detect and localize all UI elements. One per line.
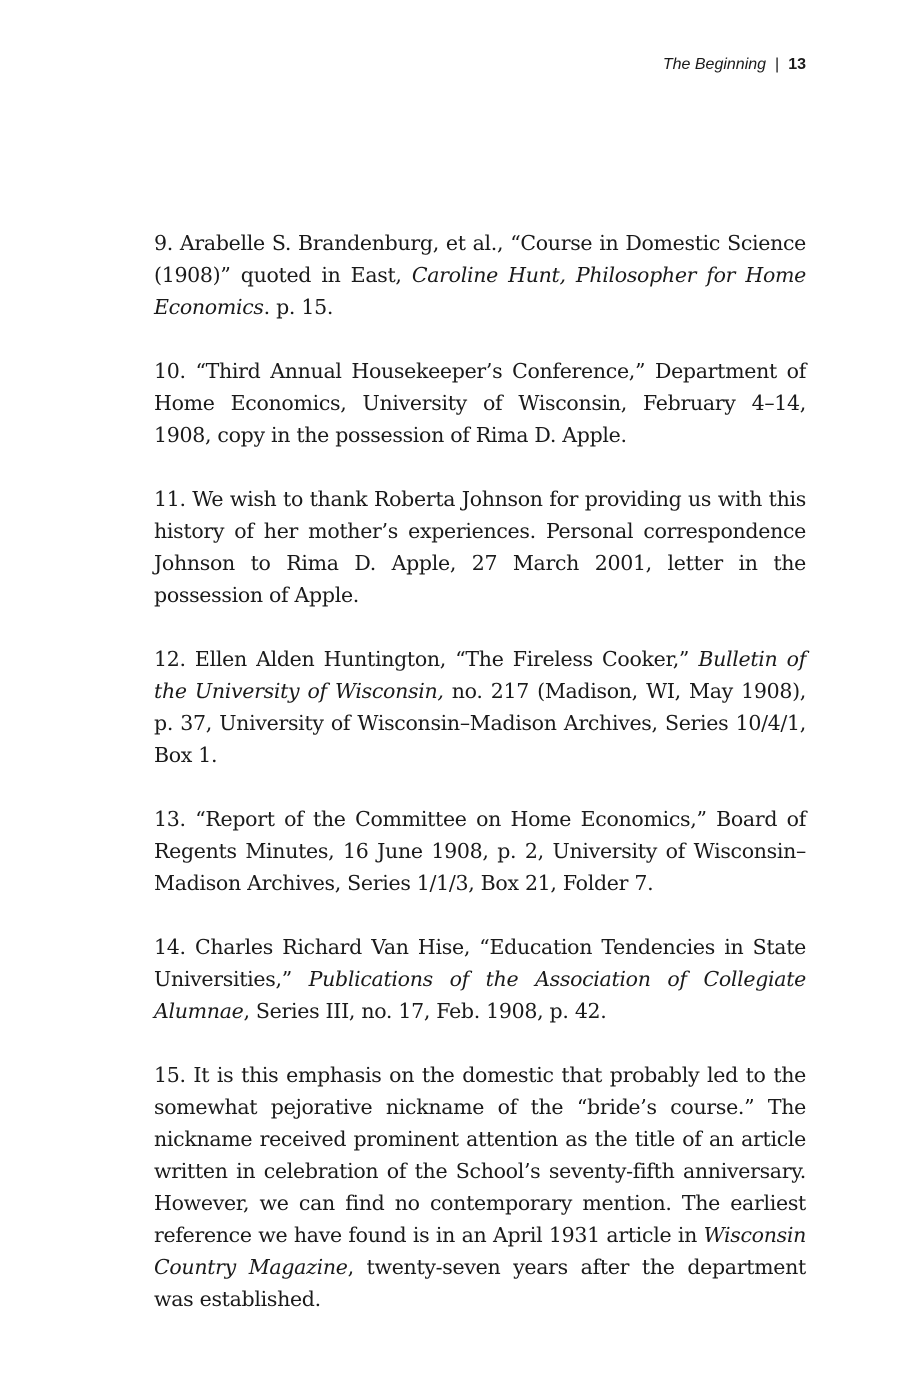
endnotes-list xyxy=(154,227,806,1347)
note-title-italic: Bulletin of the University of Wisconsin, xyxy=(154,647,806,703)
note-text: 10. “Third Annual Housekeeper’s Conference,” Department of Home Economics, University of Wisconsin, February 4–14, 1908, copy in the possession of Rima D. Apple. xyxy=(154,359,806,447)
endnote-13 xyxy=(154,803,806,899)
endnote-10 xyxy=(154,355,806,451)
page-number: 13 xyxy=(788,56,806,73)
note-text: 15. It is this emphasis on the domestic that probably led to the somewhat pejorative nickname of the “bride’s course.” The nickname received prominent attention as the title of an article written in celebration of the School’s seventy-fifth anniversary. However, we can find no contemporary mention. The earliest reference we have found is in an April 1931 article in xyxy=(154,1063,806,1247)
note-text: . p. 15. xyxy=(263,295,334,319)
note-text: 14. Charles Richard Van Hise, “Education Tendencies in State Universities,” xyxy=(154,935,806,991)
note-title-italic: Wisconsin Country Magazine xyxy=(154,1223,806,1279)
note-text: , twenty-seven years after the department was established. xyxy=(154,1255,806,1311)
note-title-italic: Publications of the Association of Collegiate Alumnae xyxy=(154,967,806,1023)
header-separator: | xyxy=(775,56,780,73)
endnote-14 xyxy=(154,931,806,1027)
endnote-12 xyxy=(154,643,806,771)
section-title: The Beginning xyxy=(662,56,767,73)
note-text: 11. We wish to thank Roberta Johnson for providing us with this history of her mother’s experiences. Personal correspondence Johnson to Rima D. Apple, 27 March 2001, letter in the possession of Apple. xyxy=(154,487,806,607)
running-header xyxy=(663,55,806,75)
note-text: no. 217 (Madison, WI, May 1908), p. 37, University of Wisconsin–Madison Archives, Series 10/4/1, Box 1. xyxy=(154,679,806,767)
endnote-15 xyxy=(154,1059,806,1315)
endnote-9 xyxy=(154,227,806,323)
note-text: , Series III, no. 17, Feb. 1908, p. 42. xyxy=(243,999,607,1023)
note-text: 9. Arabelle S. Brandenburg, et al., “Course in Domestic Science (1908)” quoted in East, xyxy=(154,231,806,287)
endnote-11 xyxy=(154,483,806,611)
note-text: 13. “Report of the Committee on Home Economics,” Board of Regents Minutes, 16 June 1908, p. 2, University of Wisconsin–Madison Archives, Series 1/1/3, Box 21, Folder 7. xyxy=(154,807,806,895)
note-title-italic: Caroline Hunt, Philosopher for Home Economics xyxy=(154,263,806,319)
note-text: 12. Ellen Alden Huntington, “The Fireless Cooker,” xyxy=(154,647,699,671)
